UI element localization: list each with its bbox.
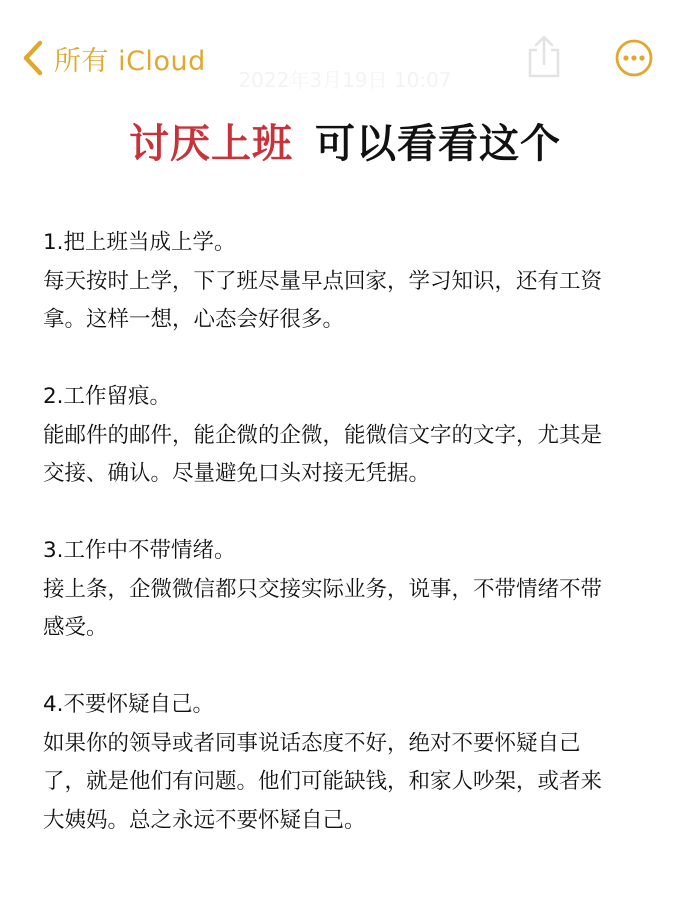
note-section-4 (43, 686, 653, 840)
section-line: 如果你的领导或者同事说话态度不好，绝对不要怀疑自己 (43, 730, 581, 756)
section-heading: 4.不要怀疑自己。 (43, 692, 215, 717)
section-line: 感受。 (43, 615, 108, 640)
section-heading: 1.把上班当成上学。 (43, 230, 236, 255)
section-line: 大姨妈。总之永远不要怀疑自己。 (43, 807, 366, 833)
note-title-rest: 可以看看这个 (315, 121, 561, 167)
section-line: 接上条，企微微信都只交接实际业务，说事，不带情绪不带 (43, 576, 603, 602)
section-line: 能邮件的邮件，能企微的企微，能微信文字的文字，尤其是 (43, 422, 603, 448)
back-label: 所有 iCloud (54, 45, 206, 77)
section-line: 了，就是他们有问题。他们可能缺钱，和家人吵架，或者来 (43, 769, 603, 794)
section-line: 每天按时上学，下了班尽量早点回家，学习知识，还有工资 (43, 268, 603, 294)
note-section-3 (43, 532, 653, 648)
note-title-highlight: 讨厌上班 (129, 121, 293, 167)
note-body[interactable] (43, 224, 653, 879)
note-section-2 (43, 378, 653, 494)
note-title (0, 112, 690, 169)
section-line: 交接、确认。尽量避免口头对接无凭据。 (43, 461, 431, 486)
navigation-bar (0, 0, 690, 110)
note-section-1 (43, 224, 653, 340)
section-heading: 3.工作中不带情绪。 (43, 538, 236, 563)
note-date: 2022年3月19日 10:07 (238, 68, 452, 92)
section-line: 拿。这样一想，心态会好很多。 (43, 307, 345, 332)
section-heading: 2.工作留痕。 (43, 384, 172, 409)
